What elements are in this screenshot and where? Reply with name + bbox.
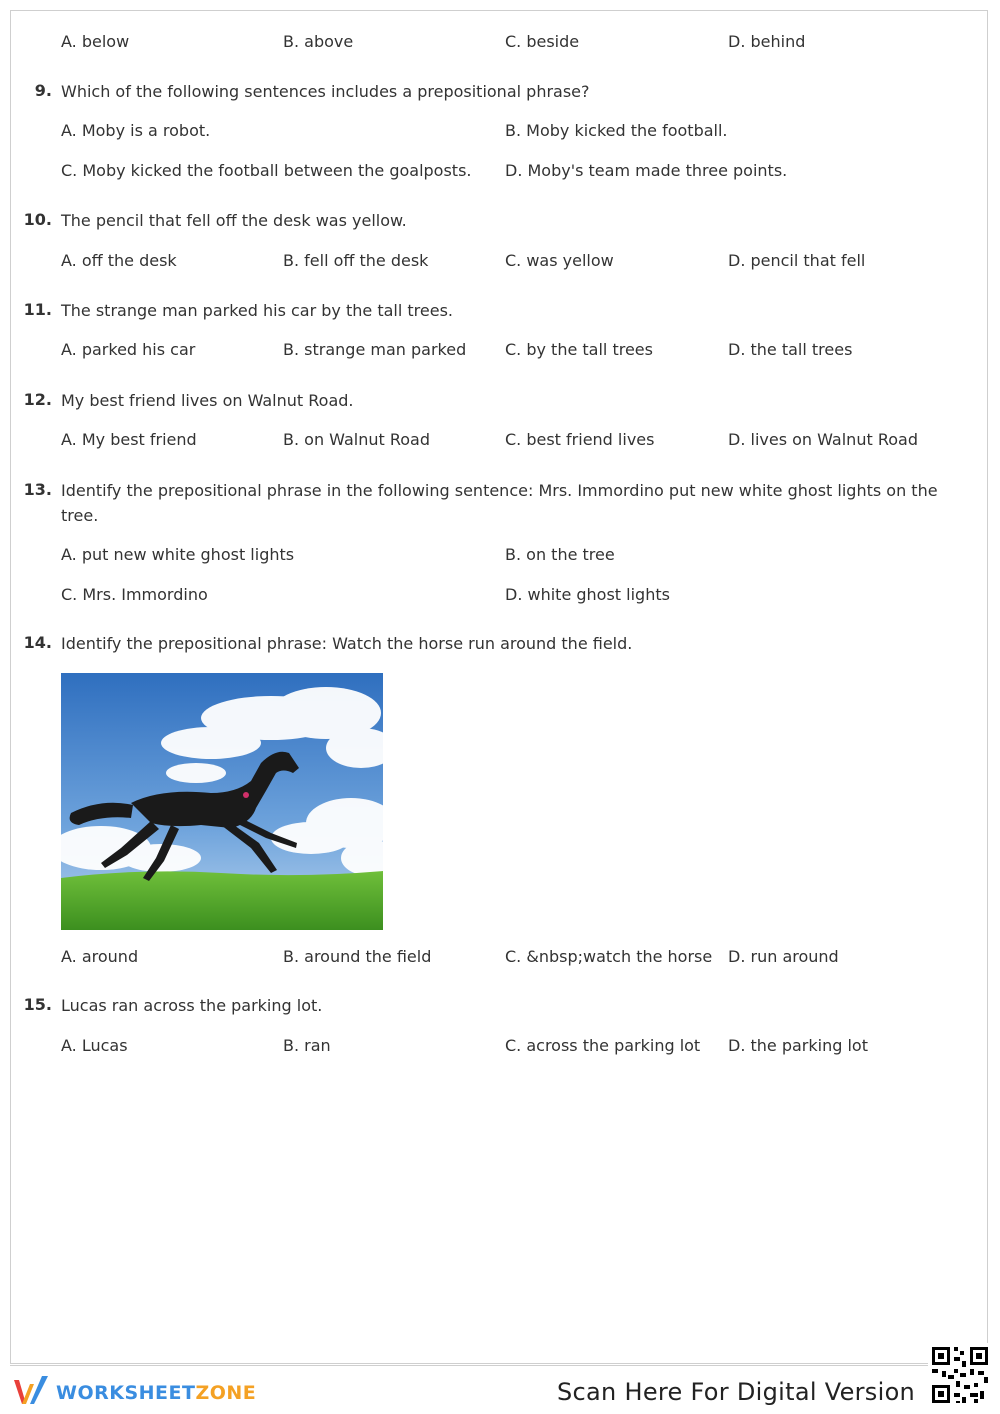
q9-option-c[interactable]: C. Moby kicked the football between the goalposts. xyxy=(61,161,472,180)
q10-option-a[interactable]: A. off the desk xyxy=(61,251,177,270)
q9-option-b[interactable]: B. Moby kicked the football. xyxy=(505,121,728,140)
q10-option-d[interactable]: D. pencil that fell xyxy=(728,251,866,270)
q12-option-d[interactable]: D. lives on Walnut Road xyxy=(728,430,918,449)
horse-photo xyxy=(61,673,383,930)
q13-option-c[interactable]: C. Mrs. Immordino xyxy=(61,585,208,604)
worksheetzone-logo[interactable] xyxy=(12,1376,256,1410)
question-number: 15. xyxy=(23,995,52,1014)
question-number: 9. xyxy=(34,81,52,100)
q13-option-b[interactable]: B. on the tree xyxy=(505,545,615,564)
q8-option-c[interactable]: C. beside xyxy=(505,32,580,51)
brand-name-part1: WORKSHEET xyxy=(56,1382,196,1404)
q11-option-a[interactable]: A. parked his car xyxy=(61,340,196,359)
q11-option-c[interactable]: C. by the tall trees xyxy=(505,340,653,359)
q11-option-d[interactable]: D. the tall trees xyxy=(728,340,853,359)
q11-option-b[interactable]: B. strange man parked xyxy=(283,340,467,359)
q9-option-a[interactable]: A. Moby is a robot. xyxy=(61,121,211,140)
brand-name-part2: ZONE xyxy=(195,1382,257,1404)
q12-option-b[interactable]: B. on Walnut Road xyxy=(283,430,430,449)
q10-option-b[interactable]: B. fell off the desk xyxy=(283,251,429,270)
q10-option-c[interactable]: C. was yellow xyxy=(505,251,614,270)
question-number: 11. xyxy=(23,300,52,319)
q14-option-b[interactable]: B. around the field xyxy=(283,947,432,966)
qr-code-icon[interactable] xyxy=(928,1343,992,1407)
question-text: My best friend lives on Walnut Road. xyxy=(61,391,354,410)
question-number: 12. xyxy=(23,390,52,409)
q13-option-d[interactable]: D. white ghost lights xyxy=(505,585,670,604)
q9-option-d[interactable]: D. Moby's team made three points. xyxy=(505,161,788,180)
q15-option-a[interactable]: A. Lucas xyxy=(61,1036,128,1055)
q12-option-c[interactable]: C. best friend lives xyxy=(505,430,655,449)
q15-option-d[interactable]: D. the parking lot xyxy=(728,1036,868,1055)
q8-option-b[interactable]: B. above xyxy=(283,32,354,51)
question-text: The pencil that fell off the desk was yellow. xyxy=(61,211,407,230)
question-text: Identify the prepositional phrase: Watch the horse run around the field. xyxy=(61,634,633,653)
q15-option-b[interactable]: B. ran xyxy=(283,1036,331,1055)
q8-option-d[interactable]: D. behind xyxy=(728,32,806,51)
q14-option-a[interactable]: A. around xyxy=(61,947,139,966)
q12-option-a[interactable]: A. My best friend xyxy=(61,430,197,449)
q14-option-d[interactable]: D. run around xyxy=(728,947,839,966)
question-number: 13. xyxy=(23,480,52,499)
question-number: 10. xyxy=(23,210,52,229)
footer-divider xyxy=(10,1365,988,1366)
question-number: 14. xyxy=(23,633,52,652)
brand-name xyxy=(56,1382,256,1404)
q13-option-a[interactable]: A. put new white ghost lights xyxy=(61,545,295,564)
worksheetzone-logo-icon xyxy=(12,1374,50,1412)
q8-option-a[interactable]: A. below xyxy=(61,32,130,51)
q14-option-c[interactable]: C. &nbsp;watch the horse xyxy=(505,947,713,966)
question-text: The strange man parked his car by the tall trees. xyxy=(61,301,453,320)
question-text: Which of the following sentences includes a prepositional phrase? xyxy=(61,82,590,101)
scan-instruction: Scan Here For Digital Version xyxy=(557,1378,916,1406)
question-text: Lucas ran across the parking lot. xyxy=(61,996,323,1015)
question-text-line2: tree. xyxy=(61,506,99,525)
q15-option-c[interactable]: C. across the parking lot xyxy=(505,1036,701,1055)
question-text-line1: Identify the prepositional phrase in the following sentence: Mrs. Immordino put new white ghost lights on the xyxy=(61,481,938,500)
